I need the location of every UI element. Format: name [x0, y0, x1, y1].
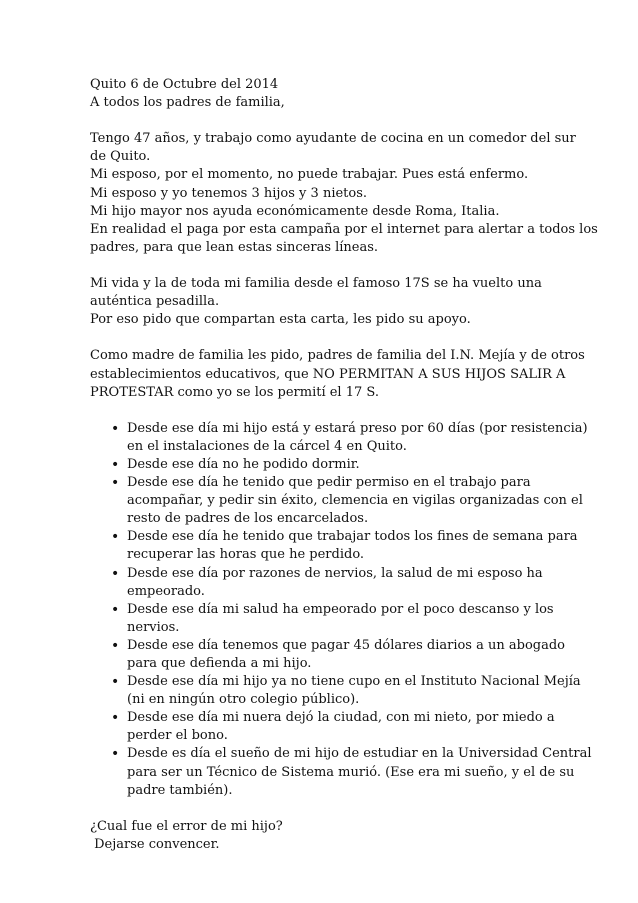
text-line: Mi esposo y yo tenemos 3 hijos y 3 nietos.	[90, 185, 368, 201]
paragraph-gap	[90, 402, 560, 420]
closing-answer: Dejarse convencer.	[90, 836, 220, 852]
paragraph-gap	[90, 800, 560, 818]
consequences-list	[127, 420, 592, 800]
text-line: • Desde ese día mi salud ha empeorado por el poco descanso y los	[127, 601, 554, 617]
intro-paragraph	[90, 130, 598, 257]
closing-question: ¿Cual fue el error de mi hijo?	[90, 818, 283, 834]
list-item	[127, 474, 583, 528]
paragraph-gap	[90, 329, 560, 347]
text-line: nervios.	[127, 619, 180, 635]
text-line: en el instalaciones de la cárcel 4 en Quito.	[127, 438, 407, 454]
text-line: acompañar, y pedir sin éxito, clemencia en vigilas organizadas con el	[127, 493, 583, 509]
text-line: Mi esposo, por el momento, no puede trabajar. Pues está enfermo.	[90, 167, 529, 183]
text-line: establecimientos educativos, que NO PERMITAN A SUS HIJOS SALIR A	[90, 366, 566, 382]
plea-paragraph	[90, 347, 585, 401]
text-line: padres, para que lean estas sinceras líneas.	[90, 239, 379, 255]
text-line: Tengo 47 años, y trabajo como ayudante de cocina en un comedor del sur	[90, 131, 576, 147]
list-item	[127, 709, 560, 745]
text-line: empeorado.	[127, 583, 205, 599]
letter-salutation: A todos los padres de familia,	[90, 95, 285, 111]
text-line: para ser un Técnico de Sistema murió. (Ese era mi sueño, y el de su	[127, 764, 575, 780]
letter-body	[90, 76, 598, 854]
text-line: resto de padres de los encarcelados.	[127, 511, 369, 527]
list-item	[127, 420, 588, 456]
text-line: • Desde ese día mi hijo está y estará preso por 60 días (por resistencia)	[127, 420, 588, 436]
closing-paragraph	[90, 818, 560, 854]
list-item	[127, 673, 581, 709]
text-line: • Desde ese día he tenido que pedir permiso en el trabajo para	[127, 475, 531, 491]
text-line: auténtica pesadilla.	[90, 294, 220, 310]
list-item	[127, 601, 560, 637]
text-line: padre también).	[127, 782, 233, 798]
list-item	[127, 637, 565, 673]
text-line: PROTESTAR como yo se los permití el 17 S.	[90, 384, 379, 400]
text-line: recuperar las horas que he perdido.	[127, 547, 365, 563]
text-line: Por eso pido que compartan esta carta, les pido su apoyo.	[90, 312, 471, 328]
text-line: • Desde ese día tenemos que pagar 45 dólares diarios a un abogado	[127, 637, 565, 653]
text-line: • Desde ese día no he podido dormir.	[127, 456, 360, 472]
text-line: • Desde ese día mi nuera dejó la ciudad, con mi nieto, por miedo a	[127, 710, 555, 726]
list-item	[127, 528, 578, 564]
list-item	[127, 456, 560, 474]
text-line: • Desde ese día mi hijo ya no tiene cupo en el Instituto Nacional Mejía	[127, 674, 581, 690]
letter-date: Quito 6 de Octubre del 2014	[90, 77, 279, 92]
text-line: Como madre de familia les pido, padres de familia del I.N. Mejía y de otros	[90, 348, 585, 364]
text-line: • Desde ese día por razones de nervios, la salud de mi esposo ha	[127, 565, 543, 581]
text-line: (ni en ningún otro colegio público).	[127, 692, 360, 708]
paragraph-gap	[90, 257, 560, 275]
list-item	[127, 565, 560, 601]
text-line: En realidad el paga por esta campaña por el internet para alertar a todos los	[90, 221, 598, 237]
nightmare-paragraph	[90, 275, 560, 329]
list-item	[127, 745, 592, 799]
text-line: Mi hijo mayor nos ayuda económicamente desde Roma, Italia.	[90, 203, 500, 219]
paragraph-gap	[90, 112, 560, 130]
text-line: • Desde ese día he tenido que trabajar todos los fines de semana para	[127, 529, 578, 545]
text-line: Mi vida y la de toda mi familia desde el famoso 17S se ha vuelto una	[90, 276, 542, 292]
letter-header	[90, 76, 560, 112]
text-line: de Quito.	[90, 149, 151, 165]
text-line: perder el bono.	[127, 728, 228, 744]
text-line: • Desde es día el sueño de mi hijo de estudiar en la Universidad Central	[127, 746, 592, 762]
text-line: para que defienda a mi hijo.	[127, 656, 312, 671]
